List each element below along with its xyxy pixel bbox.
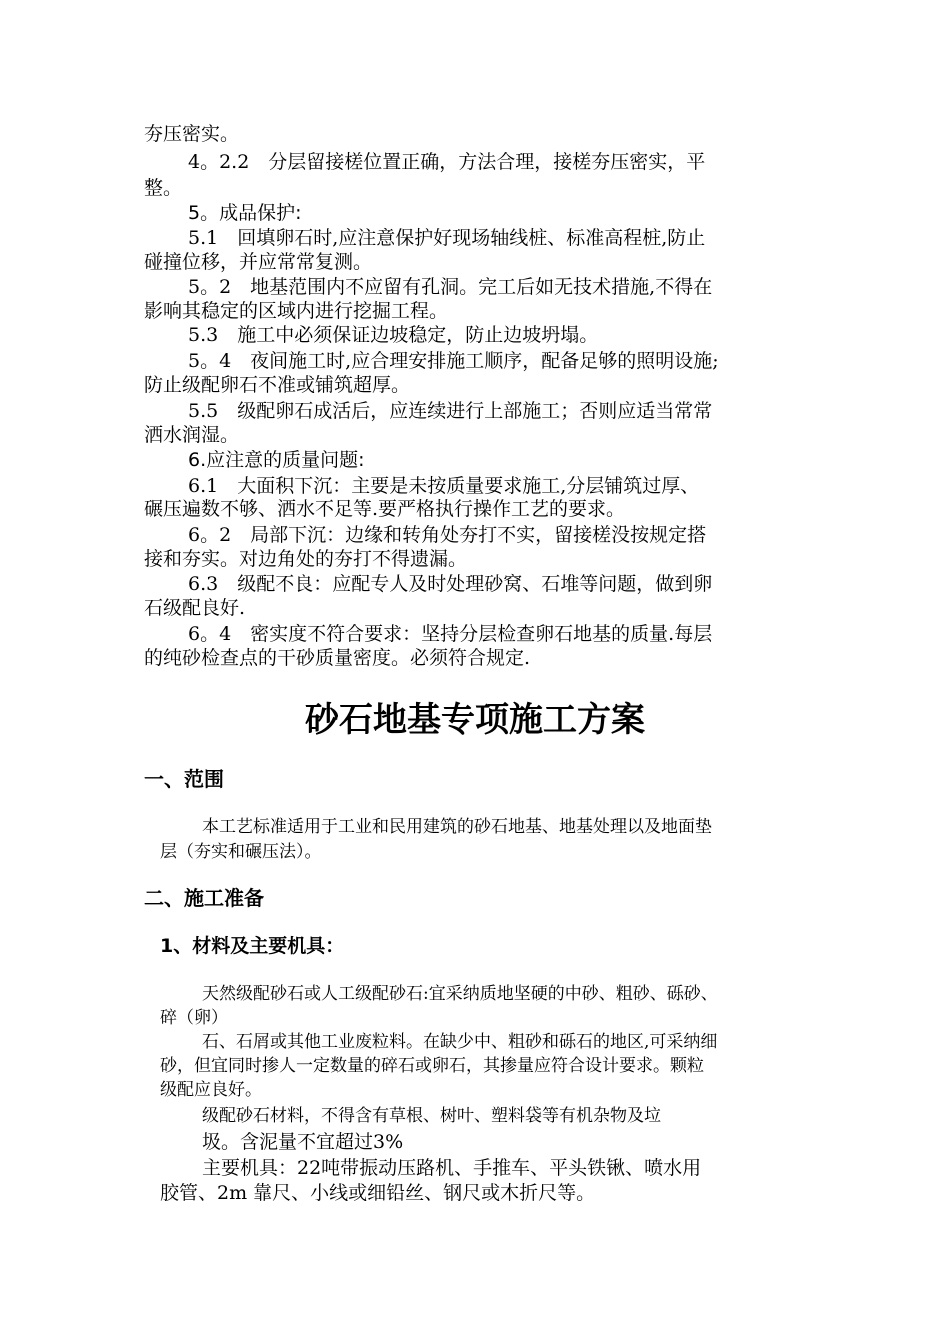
text-line: 6。4 密实度不符合要求：坚持分层检查卵石地基的质量.每层 bbox=[188, 623, 713, 645]
section-heading-scope: 一、范围 bbox=[144, 767, 224, 791]
text-line: 碾压遍数不够、洒水不足等.要严格执行操作工艺的要求。 bbox=[144, 498, 626, 520]
text-line: 圾。含泥量不宜超过3% bbox=[202, 1131, 404, 1153]
text-line: 5。2 地基范围内不应留有孔洞。完工后如无技术措施,不得在 bbox=[188, 276, 713, 298]
text-line: 6.3 级配不良：应配专人及时处理砂窝、石堆等问题，做到卵 bbox=[188, 573, 713, 595]
text-line: 整。 bbox=[144, 177, 183, 199]
text-line: 层（夯实和碾压法）。 bbox=[160, 842, 322, 862]
text-line: 碎（卵） bbox=[160, 1008, 228, 1028]
text-line: 砂，但宜同时掺人一定数量的碎石或卵石，其掺量应符合设计要求。颗粒 bbox=[160, 1056, 704, 1076]
text-line: 接和夯实。对边角处的夯打不得遗漏。 bbox=[144, 548, 468, 570]
text-line: 主要机具：22吨带振动压路机、手推车、平头铁锹、喷水用 bbox=[202, 1157, 702, 1179]
section-heading-preparation: 二、施工准备 bbox=[144, 886, 264, 910]
text-line: 洒水润湿。 bbox=[144, 424, 240, 446]
text-line: 天然级配砂石或人工级配砂石:宜采纳质地坚硬的中砂、粗砂、砾砂、 bbox=[202, 984, 718, 1004]
text-line: 碰撞位移，并应常常复测。 bbox=[144, 251, 373, 273]
text-line: 夯压密实。 bbox=[144, 123, 240, 145]
text-line: 的纯砂检查点的干砂质量密度。必须符合规定. bbox=[144, 647, 531, 669]
document-title: 砂石地基专项施工方案 bbox=[305, 700, 645, 740]
text-line: 石级配良好. bbox=[144, 597, 246, 619]
text-line: 级配应良好。 bbox=[160, 1080, 262, 1100]
section-heading-6: 6.应注意的质量问题: bbox=[188, 449, 365, 471]
section-heading-5: 5。成品保护: bbox=[188, 202, 302, 224]
text-line: 6.1 大面积下沉：主要是未按质量要求施工,分层铺筑过厚、 bbox=[188, 475, 700, 497]
text-line: 石、石屑或其他工业废粒料。在缺少中、粗砂和砾石的地区,可采纳细 bbox=[202, 1032, 718, 1052]
text-line: 本工艺标准适用于工业和民用建筑的砂石地基、地基处理以及地面垫 bbox=[202, 817, 712, 837]
text-line: 4。2.2 分层留接槎位置正确，方法合理，接槎夯压密实，平 bbox=[188, 151, 706, 173]
subheading-materials: 1、材料及主要机具： bbox=[160, 935, 345, 957]
text-line: 6。2 局部下沉：边缘和转角处夯打不实，留接槎没按规定搭 bbox=[188, 524, 707, 546]
text-line: 胶管、2m 靠尺、小线或细铅丝、钢尺或木折尺等。 bbox=[160, 1182, 596, 1204]
text-line: 5.3 施工中必须保证边坡稳定，防止边坡坍塌。 bbox=[188, 324, 599, 346]
text-line: 影响其稳定的区域内进行挖掘工程。 bbox=[144, 300, 449, 322]
text-line: 5。4 夜间施工时,应合理安排施工顺序，配备足够的照明设施; bbox=[188, 350, 719, 372]
text-line: 5.1 回填卵石时,应注意保护好现场轴线桩、标准高程桩,防止 bbox=[188, 227, 706, 249]
text-line: 5.5 级配卵石成活后，应连续进行上部施工；否则应适当常常 bbox=[188, 400, 713, 422]
text-line: 防止级配卵石不准或铺筑超厚。 bbox=[144, 374, 411, 396]
text-line: 级配砂石材料，不得含有草根、树叶、塑料袋等有机杂物及垃 bbox=[202, 1106, 661, 1126]
